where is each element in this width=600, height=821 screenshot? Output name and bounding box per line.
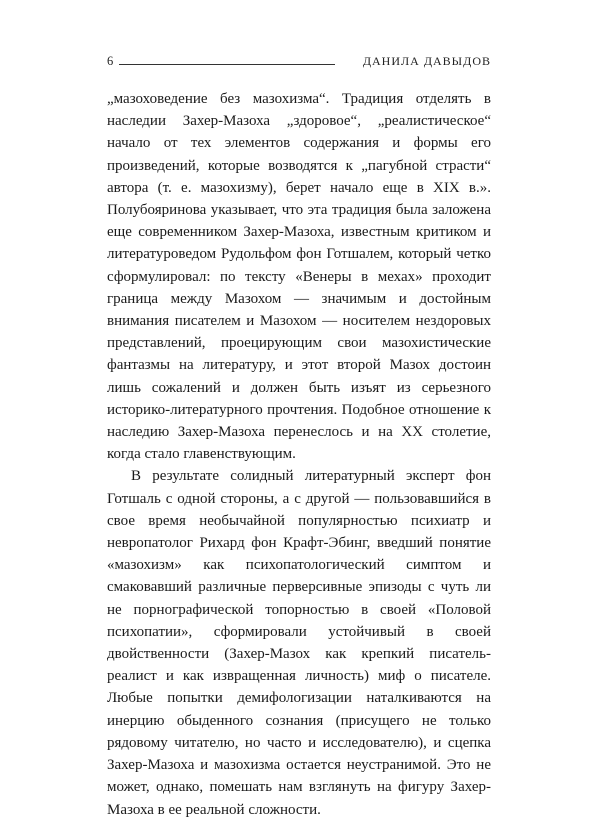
running-header-author: ДАНИЛА ДАВЫДОВ: [362, 54, 491, 68]
body-text: [107, 88, 491, 821]
header-rule: [119, 64, 335, 65]
book-page: [107, 54, 491, 821]
page-number: 6: [107, 54, 114, 68]
running-header: [107, 54, 491, 70]
paragraph: В результате солидный литературный эксперт фон Готшаль с одной стороны, а с другой — пользовавшийся в свое время необычайной популярностью психиатр и невропатолог Рихард фон Крафт-Эбинг, введший понятие «мазохизм» как психопатологический симптом и смаковавший различные перверсивные эпизоды с чуть ли не порнографической топорностью в своей «Половой психопатии», сформировали устойчивый в своей двойственности (Захер-Мазох как крепкий писатель-реалист и как извращенная личность) миф о писателе. Любые попытки демифологизации наталкиваются на инерцию обыденного сознания (присущего не только рядовому читателю, но часто и исследователю), и сцепка Захер-Мазоха и мазохизма остается неустранимой. Это не может, однако, помешать нам взглянуть на фигуру Захер-Мазоха в ее реальной сложности.: [107, 468, 491, 818]
paragraph: „мазоховедение без мазохизма“. Традиция отделять в наследии Захер-Мазоха „здоровое“, „реалистическое“ начало от тех элементов содержания и формы его произведений, которые возводятся к „пагубной страсти“ автора (т. е. мазохизму), берет начало еще в XIX в.». Полубояринова указывает, что эта традиция была заложена еще современником Захер-Мазоха, известным критиком и литературоведом Рудольфом фон Готшалем, который четко сформулировал: по тексту «Венеры в мехах» проходит граница между Мазохом — значимым и достойным внимания писателем и Мазохом — носителем нездоровых представлений, проецирующим свои мазохистические фантазмы на литературу, и этот второй Мазох достоин лишь сожалений и должен быть изъят из серьезного историко-литературного прочтения. Подобное отношение к наследию Захер-Мазоха перенеслось и на XX столетие, когда стало главенствующим.: [107, 91, 491, 463]
